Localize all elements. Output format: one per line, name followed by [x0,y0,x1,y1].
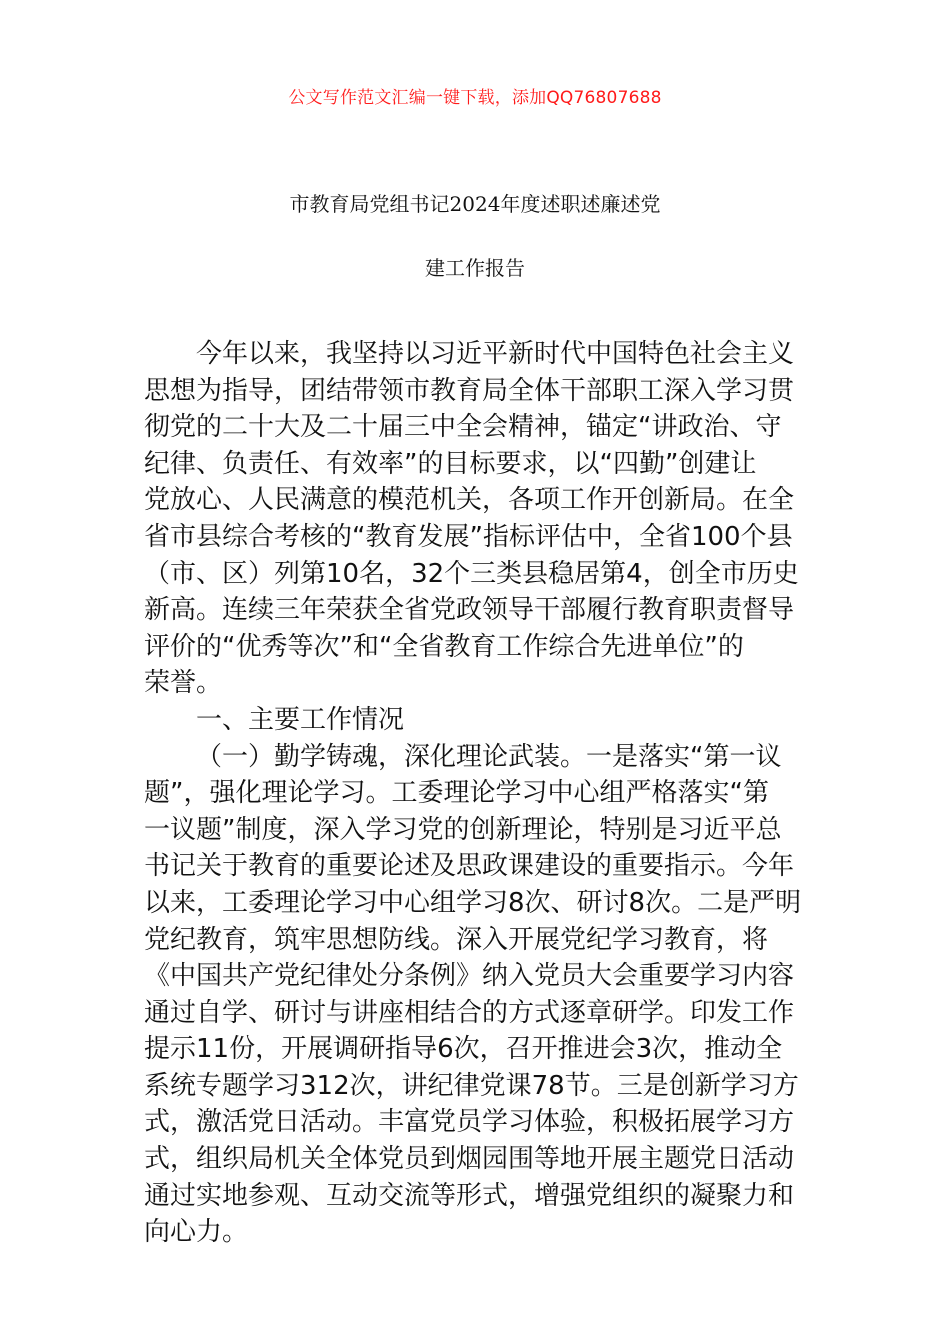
text-line: 《中国共产党纪律处分条例》纳入党员大会重要学习内容 [144,961,795,992]
text-line: 通过实地参观、互动交流等形式，增强党组织的凝聚力和 [144,1180,795,1211]
document-body [144,336,808,1251]
text-line: 省市县综合考核的“教育发展”指标评估中，全省100个县 [144,521,793,552]
text-line: 新高。连续三年荣获全省党政领导干部履行教育职责督导 [144,595,795,626]
text-line: 式，组织局机关全体党员到烟园围等地开展主题党日活动 [144,1144,795,1175]
text-line: 思想为指导，团结带领市教育局全体干部职工深入学习贯 [144,375,795,406]
text-line: 一议题”制度，深入学习党的创新理论，特别是习近平总 [144,814,782,845]
text-line: 党放心、人民满意的模范机关，各项工作开创新局。在全 [144,485,795,516]
text-line: 式，激活党日活动。丰富党员学习体验，积极拓展学习方 [144,1107,795,1138]
text-line: 党纪教育，筑牢思想防线。深入开展党纪学习教育，将 [144,924,769,955]
text-line: 书记关于教育的重要论述及思政课建设的重要指示。今年 [144,851,795,882]
download-banner[interactable]: 公文写作范文汇编一键下载，添加QQ76807688 [288,88,662,108]
text-line: 通过自学、研讨与讲座相结合的方式逐章研学。印发工作 [144,997,795,1028]
text-line: （一）勤学铸魂，深化理论武装。一是落实“第一议 [196,741,782,772]
text-line: 题”，强化理论学习。工委理论学习中心组严格落实“第 [144,778,769,809]
text-line: 荣誉。 [144,668,223,699]
document-title-line-1: 市教育局党组书记2024年度述职述廉述党 [289,192,661,216]
text-line: 今年以来，我坚持以习近平新时代中国特色社会主义 [196,339,795,369]
text-line: 评价的“优秀等次”和“全省教育工作综合先进单位”的 [144,631,744,662]
text-line: 以来，工委理论学习中心组学习8次、研讨8次。二是严明 [144,887,802,918]
text-line: 提示11份，开展调研指导6次，召开推进会3次，推动全 [144,1034,783,1065]
text-line: 向心力。 [144,1217,249,1248]
text-line: 彻党的二十大及二十届三中全会精神，锚定“讲政治、守 [144,412,782,443]
document-title-line-2: 建工作报告 [425,256,525,280]
section-heading: 一、主要工作情况 [196,704,405,735]
text-line: 系统专题学习312次，讲纪律党课78节。三是创新学习方 [144,1070,799,1101]
text-line: （市、区）列第10名，32个三类县稳居第4，创全市历史 [144,558,799,589]
text-line: 纪律、负责任、有效率”的目标要求，以“四勤”创建让 [144,448,757,479]
